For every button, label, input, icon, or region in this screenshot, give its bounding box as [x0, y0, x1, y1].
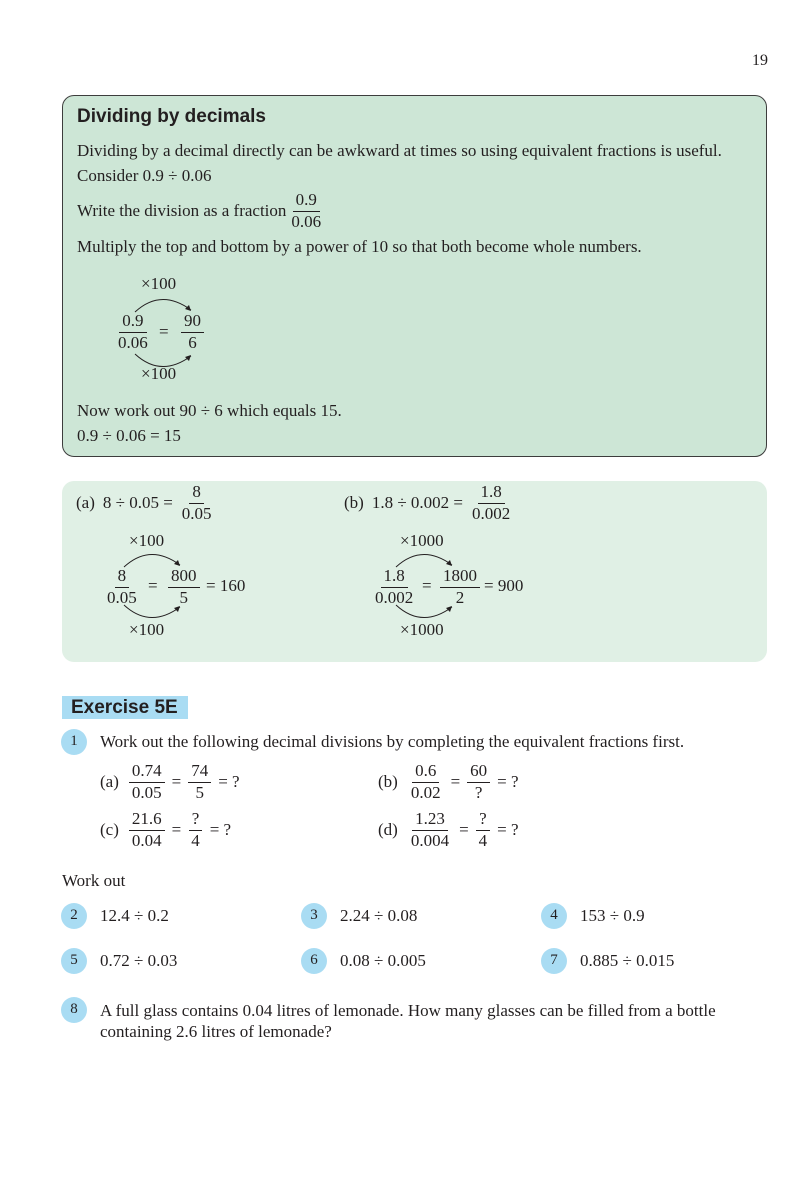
denominator: 2: [455, 587, 465, 607]
equals-sign: =: [450, 772, 461, 792]
numerator: 60: [467, 762, 490, 783]
multiplier-label-bottom: ×100: [141, 364, 177, 383]
q1-part-c: [100, 810, 236, 850]
denominator: 4: [478, 830, 488, 850]
fraction: [179, 483, 215, 523]
key-point-line: Consider 0.9 ÷ 0.06: [77, 166, 212, 185]
part-label: (c): [100, 820, 119, 840]
fraction-left: [115, 312, 151, 352]
question-number-badge: 2: [61, 903, 87, 929]
question-text: 2.24 ÷ 0.08: [340, 906, 418, 925]
denominator: 0.06: [291, 211, 322, 231]
question-text: Work out the following decimal divisions by completing the equivalent fractions first.: [100, 732, 685, 751]
example-a-statement: [76, 483, 217, 523]
denominator: 0.004: [410, 830, 450, 850]
equals-sign: =: [459, 820, 469, 840]
key-point-line: [77, 191, 326, 231]
example-b-statement: [344, 483, 515, 523]
fraction: [129, 762, 165, 802]
denominator: 0.002: [472, 503, 511, 523]
denominator: 4: [191, 830, 200, 850]
question-text: 12.4 ÷ 0.2: [100, 906, 169, 925]
denominator: 5: [179, 587, 188, 607]
key-point-text: Write the division as a fraction: [77, 201, 287, 221]
statement: 1.8 ÷ 0.002 =: [371, 493, 463, 513]
question-number-badge: 6: [301, 948, 327, 974]
key-point-line: 0.9 ÷ 0.06 = 15: [77, 426, 181, 445]
statement: 8 ÷ 0.05 =: [102, 493, 173, 513]
key-point-line: Dividing by a decimal directly can be awkward at times so using equivalent fractions is useful.: [77, 141, 722, 160]
fraction-right: [168, 567, 200, 607]
fraction: [408, 810, 452, 850]
part-label: (b): [344, 493, 364, 513]
question-text-line: containing 2.6 litres of lemonade?: [100, 1022, 332, 1041]
numerator: 21.6: [129, 810, 165, 831]
multiplier-label-top: ×100: [141, 274, 177, 293]
numerator: 74: [188, 762, 211, 783]
multiplier-label-bottom: ×1000: [400, 620, 444, 639]
fraction: [467, 762, 490, 802]
equals-sign: =: [171, 772, 182, 792]
numerator: 800: [168, 567, 200, 588]
equals-sign: =: [171, 820, 182, 840]
question-number-badge: 3: [301, 903, 327, 929]
result: = 900: [484, 576, 524, 595]
question-number-badge: 4: [541, 903, 567, 929]
key-point-line: Multiply the top and bottom by a power of 10 so that both become whole numbers.: [77, 237, 642, 256]
denominator: 6: [188, 332, 197, 352]
denominator: ?: [474, 782, 483, 802]
denominator: 0.02: [410, 782, 441, 802]
numerator: 0.6: [412, 762, 439, 783]
fraction: [469, 483, 513, 523]
multiplier-label-top: ×100: [129, 531, 165, 550]
fraction: [129, 810, 165, 850]
q1-part-d: [378, 810, 524, 850]
answer-placeholder: = ?: [497, 820, 519, 840]
question-number-badge: 8: [61, 997, 87, 1023]
worked-example-box: [62, 481, 767, 662]
example-a-diagram: [102, 531, 302, 641]
question-text-line: A full glass contains 0.04 litres of lemonade. How many glasses can be filled from a bottle: [100, 1001, 716, 1020]
numerator: 0.74: [129, 762, 165, 783]
denominator: 0.05: [181, 503, 212, 523]
key-point-title: Dividing by decimals: [77, 106, 266, 127]
result: = 160: [206, 576, 246, 595]
equals-sign: =: [159, 322, 169, 341]
answer-placeholder: = ?: [209, 820, 232, 840]
fraction-right: [181, 312, 204, 352]
numerator: ?: [189, 810, 203, 831]
fraction: [188, 762, 211, 802]
work-out-label: Work out: [62, 871, 126, 890]
numerator: 90: [181, 312, 204, 333]
equals-sign: =: [422, 576, 432, 595]
equals-sign: =: [148, 576, 158, 595]
denominator: 0.05: [107, 587, 137, 607]
fraction: [408, 762, 444, 802]
part-label: (a): [76, 493, 95, 513]
question-number-badge: 1: [61, 729, 87, 755]
key-point-box: [62, 95, 767, 457]
fraction: [476, 810, 491, 850]
numerator: ?: [476, 810, 490, 831]
numerator: 1.8: [478, 483, 505, 504]
part-label: (a): [100, 772, 119, 792]
fraction-right: [440, 567, 480, 607]
part-label: (b): [378, 772, 398, 792]
answer-placeholder: = ?: [497, 772, 519, 792]
fraction: [188, 810, 203, 850]
multiplier-label-bottom: ×100: [129, 620, 165, 639]
question-number-badge: 5: [61, 948, 87, 974]
q1-part-a: [100, 762, 245, 802]
q1-part-b: [378, 762, 524, 802]
numerator: 1.23: [412, 810, 448, 831]
fraction: [288, 191, 324, 231]
question-text: 0.885 ÷ 0.015: [580, 951, 675, 970]
numerator: 1.8: [381, 567, 408, 588]
numerator: 8: [115, 567, 130, 588]
multiplier-label-top: ×1000: [400, 531, 444, 550]
denominator: 0.05: [131, 782, 162, 802]
question-text: 0.72 ÷ 0.03: [100, 951, 178, 970]
denominator: 0.04: [131, 830, 162, 850]
denominator: 0.002: [375, 587, 414, 607]
numerator: 8: [189, 483, 204, 504]
denominator: 0.06: [118, 332, 148, 352]
question-text: 0.08 ÷ 0.005: [340, 951, 426, 970]
denominator: 5: [195, 782, 204, 802]
fraction-left: [104, 567, 140, 607]
fraction-left: [372, 567, 416, 607]
question-number-badge: 7: [541, 948, 567, 974]
page-number: 19: [752, 52, 768, 69]
exercise-heading: Exercise 5E: [62, 696, 188, 719]
numerator: 1800: [440, 567, 480, 588]
question-text: 153 ÷ 0.9: [580, 906, 645, 925]
part-label: (d): [378, 820, 398, 840]
numerator: 0.9: [293, 191, 320, 212]
answer-placeholder: = ?: [218, 772, 240, 792]
equivalent-fraction-diagram: [113, 272, 233, 382]
numerator: 0.9: [119, 312, 146, 333]
key-point-line: Now work out 90 ÷ 6 which equals 15.: [77, 401, 342, 420]
example-b-diagram: [370, 531, 590, 641]
